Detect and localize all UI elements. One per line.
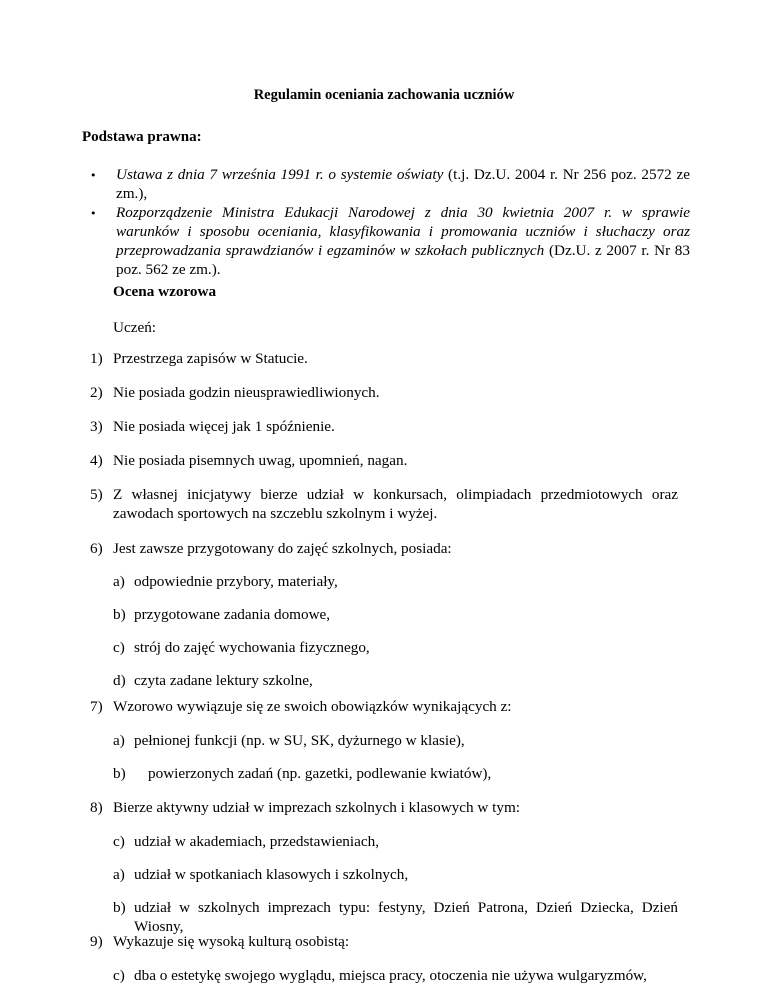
sub-item-letter: d): [113, 672, 126, 689]
sub-item-text: dba o estetykę swojego wyglądu, miejsca pracy, otoczenia nie używa wulgaryzmów,: [134, 967, 647, 984]
sub-item-letter: a): [113, 866, 125, 883]
law-title: Ustawa z dnia 7 września 1991 r. o systemie oświaty: [116, 166, 444, 183]
sub-item-letter: c): [113, 967, 125, 984]
item-number: 6): [90, 540, 103, 557]
item-text: Nie posiada pisemnych uwag, upomnień, nagan.: [113, 452, 408, 469]
law-reference: (t.j. Dz.U. 2004 r. Nr 256 poz. 2572 ze zm.),: [116, 166, 690, 202]
law-title: Rozporządzenie Ministra Edukacji Narodowej z dnia 30 kwietnia 2007 r. w sprawie warunków i sposobu oceniania, klasyfikowania i promowania uczniów i słuchaczy oraz przeprowadzania sprawdzianów i egzaminów w szkołach publicznych: [116, 204, 690, 259]
sub-item-text: pełnionej funkcji (np. w SU, SK, dyżurnego w klasie),: [134, 732, 465, 749]
sub-item-text: odpowiednie przybory, materiały,: [134, 573, 338, 590]
sub-item-text: strój do zajęć wychowania fizycznego,: [134, 639, 370, 656]
sub-item-text: udział w akademiach, przedstawieniach,: [134, 833, 379, 850]
item-number: 2): [90, 384, 103, 401]
sub-item-letter: c): [113, 833, 125, 850]
bullet-icon: [90, 165, 97, 185]
item-text: Wzorowo wywiązuje się ze swoich obowiązków wynikających z:: [113, 698, 512, 715]
sub-item-text: przygotowane zadania domowe,: [134, 606, 331, 623]
item-number: 1): [90, 350, 103, 367]
legal-basis-item: [90, 165, 690, 203]
legal-basis-heading: Podstawa prawna:: [82, 129, 202, 145]
item-number: 7): [90, 698, 103, 715]
item-number: 3): [90, 418, 103, 435]
item-number: 8): [90, 799, 103, 816]
item-text: Nie posiada więcej jak 1 spóźnienie.: [113, 418, 335, 435]
item-text: Jest zawsze przygotowany do zajęć szkolnych, posiada:: [113, 540, 452, 557]
legal-basis-list: [90, 165, 690, 279]
student-label: Uczeń:: [113, 319, 157, 336]
item-text: Z własnej inicjatywy bierze udział w konkursach, olimpiadach przedmiotowych oraz zawodach sportowych na szczeblu szkolnym i wyżej.: [113, 486, 678, 522]
sub-item-letter: b): [113, 606, 126, 623]
item-text: Przestrzega zapisów w Statucie.: [113, 350, 308, 367]
sub-item-text: udział w spotkaniach klasowych i szkolnych,: [134, 866, 409, 883]
item-text: Nie posiada godzin nieusprawiedliwionych.: [113, 384, 380, 401]
item-text: Wykazuje się wysoką kulturą osobistą:: [113, 933, 350, 950]
item-number: 4): [90, 452, 103, 469]
item-number: 5): [90, 486, 103, 503]
sub-item-letter: b): [113, 899, 126, 916]
sub-item-letter: b): [113, 765, 126, 782]
sub-item-letter: c): [113, 639, 125, 656]
bullet-icon: [90, 203, 97, 223]
sub-item-text: powierzonych zadań (np. gazetki, podlewanie kwiatów),: [148, 765, 492, 782]
document-title: Regulamin oceniania zachowania uczniów: [253, 87, 515, 103]
sub-item-letter: a): [113, 573, 125, 590]
sub-item-text: czyta zadane lektury szkolne,: [134, 672, 313, 689]
law-reference: (Dz.U. z 2007 r. Nr 83 poz. 562 ze zm.).: [116, 242, 690, 278]
legal-basis-item: [90, 203, 690, 279]
sub-item-text: udział w szkolnych imprezach typu: festyny, Dzień Patrona, Dzień Dziecka, Dzień Wiosny,: [134, 899, 678, 935]
item-text: Bierze aktywny udział w imprezach szkolnych i klasowych w tym:: [113, 799, 520, 816]
item-number: 9): [90, 933, 103, 950]
sub-item-letter: a): [113, 732, 125, 749]
section-heading: Ocena wzorowa: [113, 283, 217, 300]
